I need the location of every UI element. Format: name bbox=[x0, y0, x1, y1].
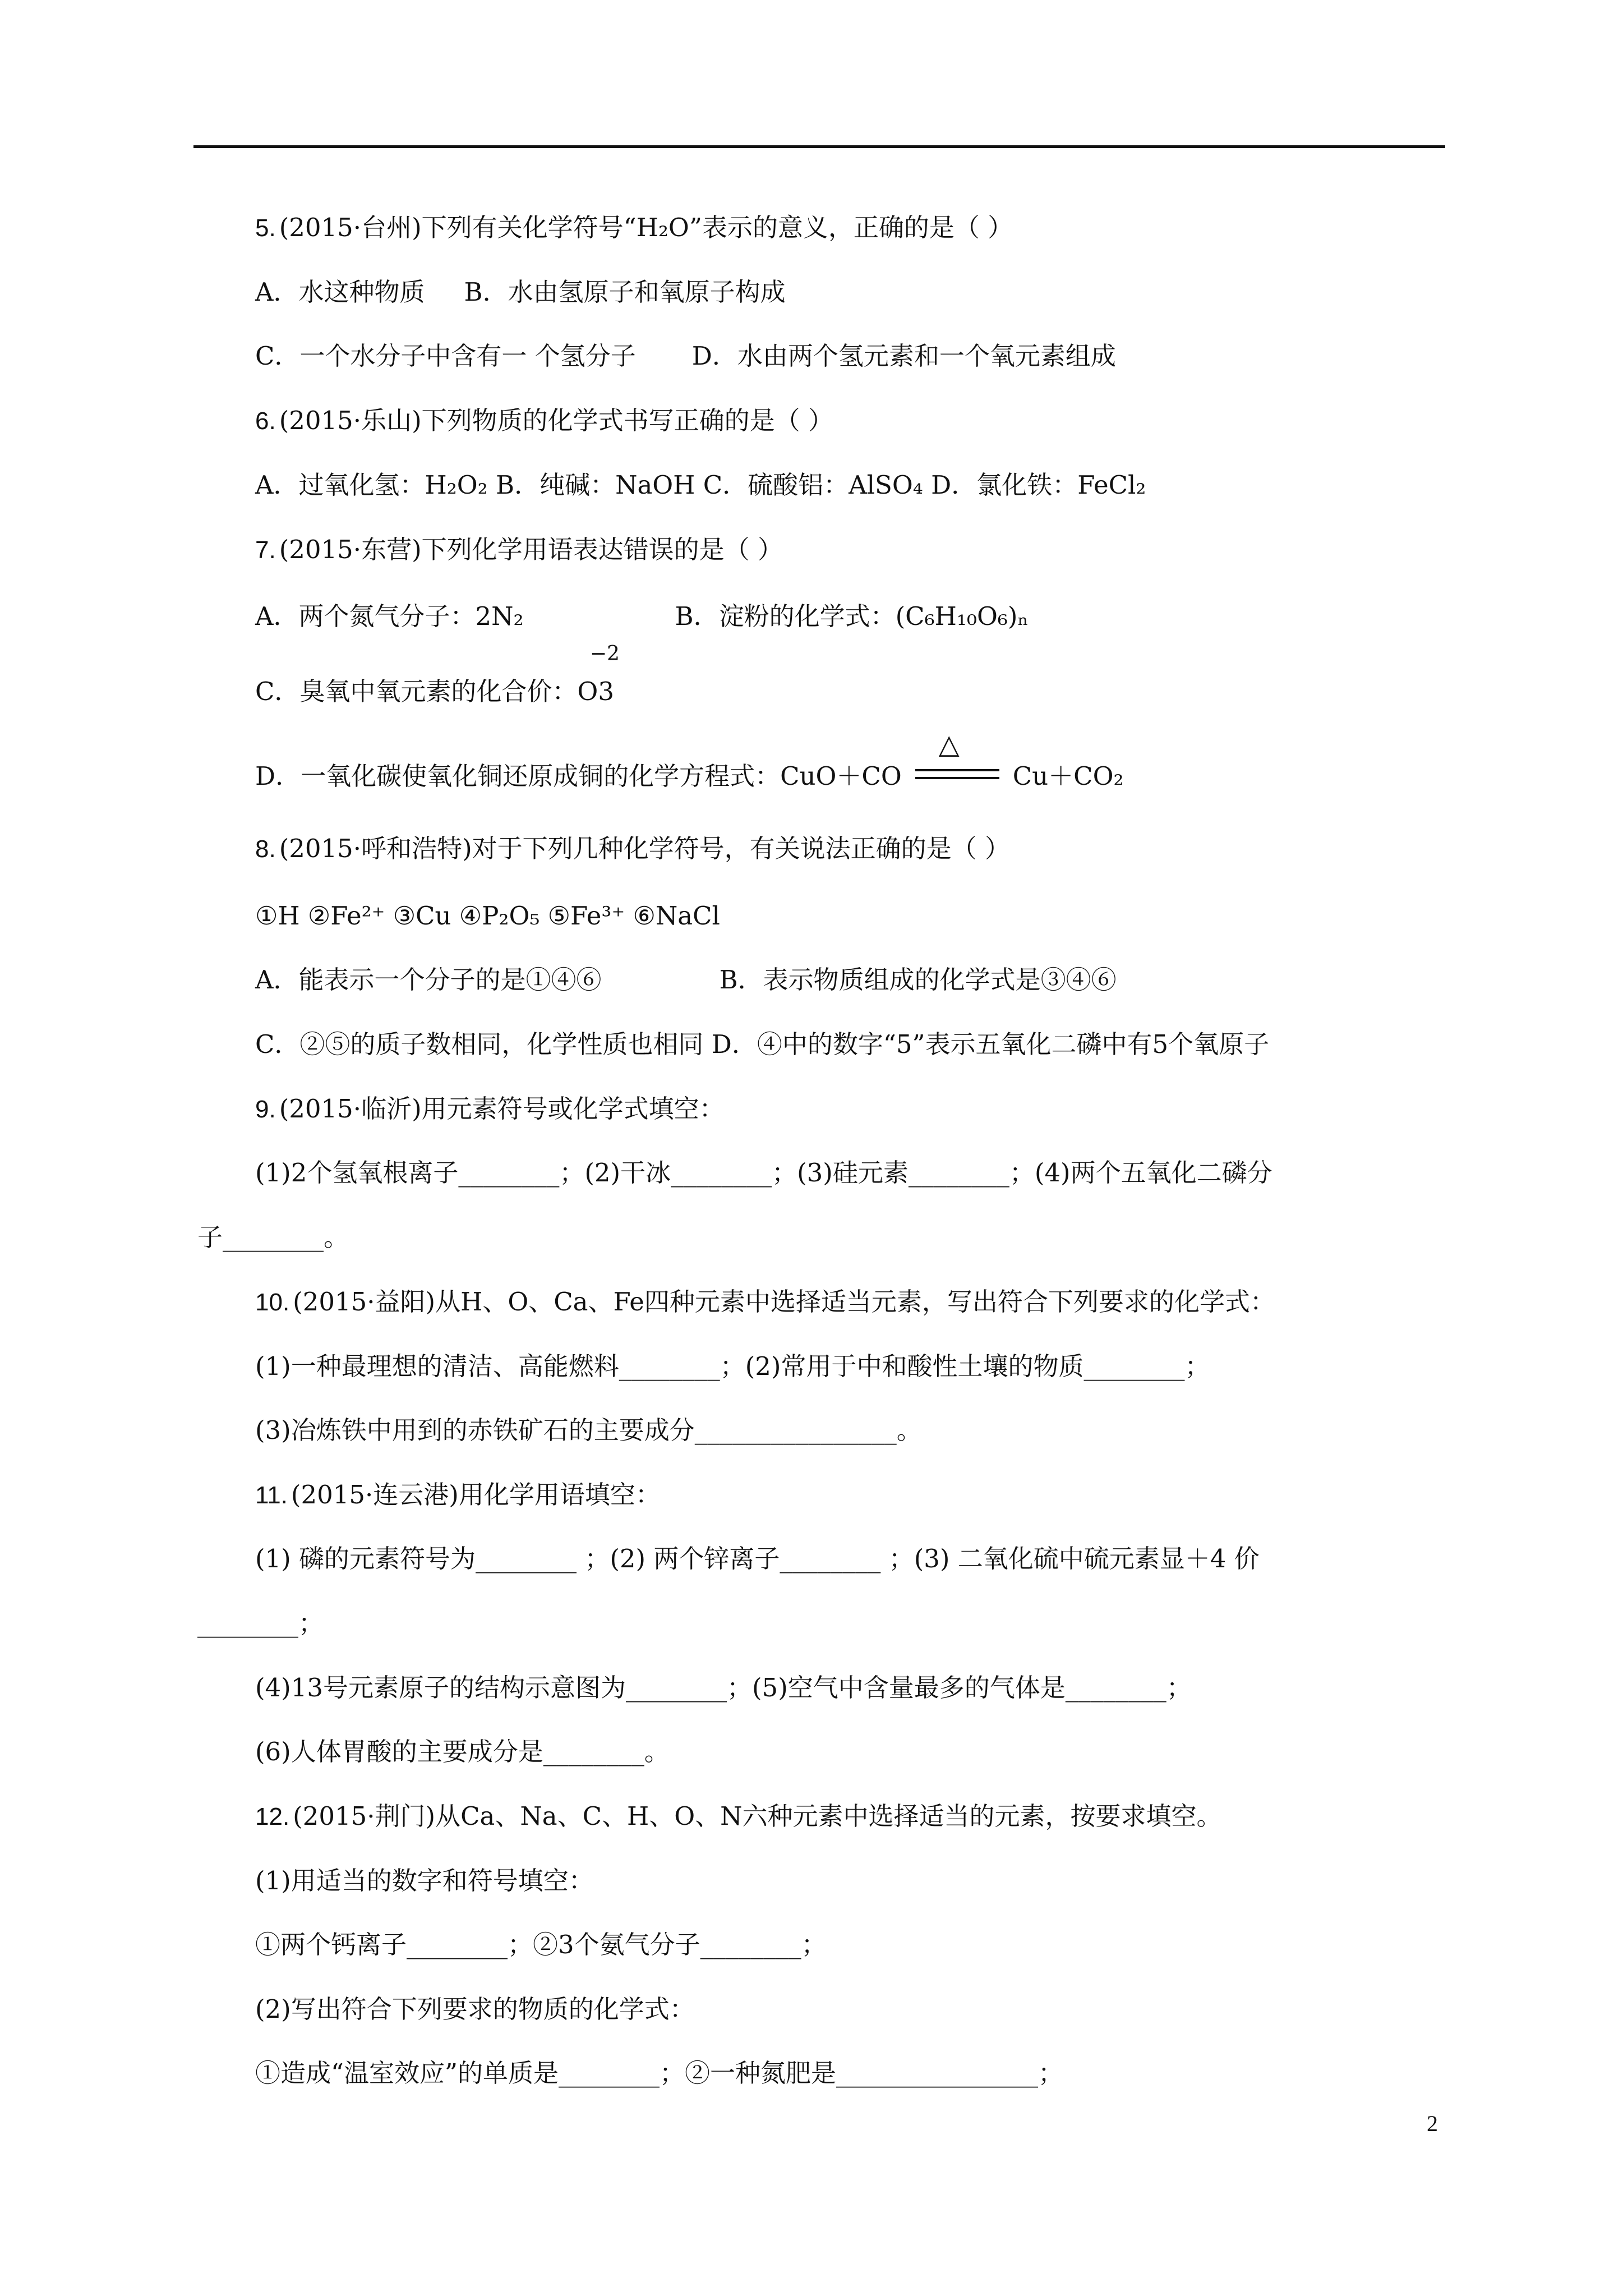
q12-line2: ①两个钙离子________；②3个氨气分子________； bbox=[255, 1930, 827, 1959]
q8-options-cd: C．②⑤的质子数相同，化学性质也相同 D．④中的数字“5”表示五氧化二磷中有5个氧原子 bbox=[255, 1029, 1270, 1059]
q10-line2: (3)冶炼铁中用到的赤铁矿石的主要成分________________。 bbox=[255, 1415, 922, 1445]
q7-option-d: D．一氧化碳使氧化铜还原成铜的化学方程式：CuO＋CO △ Cu＋CO₂ bbox=[255, 729, 1124, 791]
q8-stem: 8. (2015·呼和浩特)对于下列几种化学符号，有关说法正确的是（ ） bbox=[255, 834, 1010, 863]
reaction-condition bbox=[915, 729, 999, 788]
q11-line1: (1) 磷的元素符号为________ ；(2) 两个锌离子________ ；(3) 二氧化硫中硫元素显＋4 价 bbox=[255, 1544, 1260, 1573]
q10-stem: 10. (2015·益阳)从H、O、Ca、Fe四种元素中选择适当元素，写出符合下列要求的化学式： bbox=[255, 1287, 1275, 1317]
q9-stem: 9. (2015·临沂)用元素符号或化学式填空： bbox=[255, 1094, 725, 1124]
q7-options-ab: A．两个氮气分子：2N₂ B．淀粉的化学式：(C₆H₁₀O₆)ₙ bbox=[255, 601, 1029, 631]
q12-line4: ①造成“温室效应”的单质是________；②一种氮肥是________________； bbox=[255, 2058, 1064, 2088]
q11-line2: ________； bbox=[197, 1608, 324, 1638]
q7-stem: 7. (2015·东营)下列化学用语表达错误的是（ ） bbox=[255, 535, 783, 564]
q5-stem: 5. (2015·台州)下列有关化学符号“H₂O”表示的意义，正确的是（ ） bbox=[255, 213, 1013, 242]
valence-mark: −2 bbox=[589, 642, 620, 665]
q8-symbols: ①H ②Fe²⁺ ③Cu ④P₂O₅ ⑤Fe³⁺ ⑥NaCl bbox=[255, 901, 720, 931]
q5-options-ab: A．水这种物质 B．水由氢原子和氧原子构成 bbox=[255, 277, 786, 307]
q12-line3: (2)写出符合下列要求的物质的化学式： bbox=[255, 1994, 695, 2024]
header-rule bbox=[193, 145, 1445, 148]
q6-stem: 6. (2015·乐山)下列物质的化学式书写正确的是（ ） bbox=[255, 406, 833, 435]
heat-triangle-icon: △ bbox=[938, 729, 960, 760]
q12-stem: 12. (2015·荆门)从Ca、Na、C、H、O、N六种元素中选择适当的元素，按要求填空。 bbox=[255, 1801, 1222, 1831]
q11-line3: (4)13号元素原子的结构示意图为________；(5)空气中含量最多的气体是________； bbox=[255, 1673, 1192, 1703]
q10-line1: (1)一种最理想的清洁、高能燃料________；(2)常用于中和酸性土壤的物质________； bbox=[255, 1351, 1210, 1381]
q9-line2: 子________。 bbox=[197, 1222, 349, 1252]
q12-line1: (1)用适当的数字和符号填空： bbox=[255, 1866, 594, 1895]
q7-option-c: C．臭氧中氧元素的化合价：O3 −2 bbox=[255, 642, 620, 706]
page-number: 2 bbox=[1427, 2111, 1438, 2136]
q9-line1: (1)2个氢氧根离子________；(2)干冰________；(3)硅元素________；(4)两个五氧化二磷分 bbox=[255, 1158, 1272, 1188]
q11-line4: (6)人体胃酸的主要成分是________。 bbox=[255, 1737, 670, 1766]
q6-options: A．过氧化氢：H₂O₂ B．纯碱：NaOH C．硫酸铝：AlSO₄ D．氯化铁：FeCl₂ bbox=[255, 470, 1146, 500]
q11-stem: 11. (2015·连云港)用化学用语填空： bbox=[255, 1480, 661, 1510]
q5-options-cd: C．一个水分子中含有一 个氢分子 D．水由两个氢元素和一个氧元素组成 bbox=[255, 341, 1116, 371]
q8-options-ab: A．能表示一个分子的是①④⑥ B．表示物质组成的化学式是③④⑥ bbox=[255, 965, 1117, 995]
